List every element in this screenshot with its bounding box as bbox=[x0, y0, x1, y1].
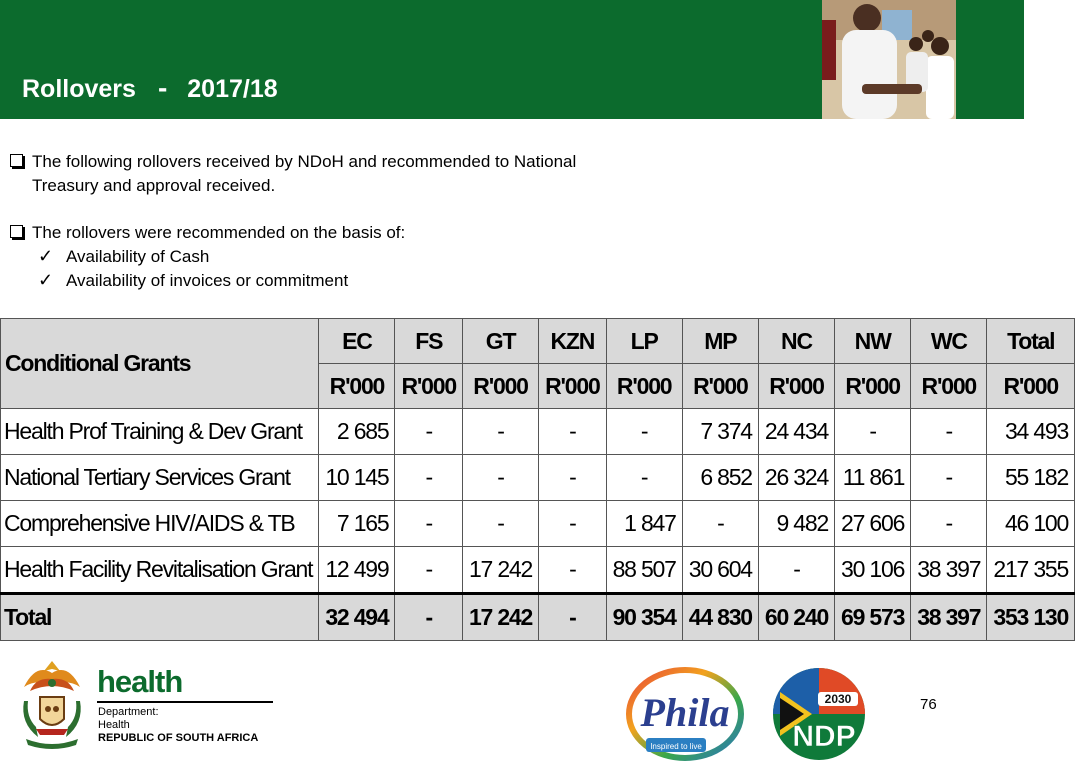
value-cell: 7 165 bbox=[319, 501, 395, 547]
value-cell: - bbox=[606, 409, 682, 455]
value-cell: 44 830 bbox=[682, 594, 758, 641]
rollovers-table bbox=[0, 318, 1075, 641]
value-cell: 90 354 bbox=[606, 594, 682, 641]
value-cell: 17 242 bbox=[462, 547, 538, 594]
bullet-text-continued: Treasury and approval received. bbox=[32, 176, 276, 195]
unit-header: R'000 bbox=[758, 364, 834, 409]
department-label bbox=[98, 706, 258, 745]
value-cell: - bbox=[682, 501, 758, 547]
grant-name-cell: Health Prof Training & Dev Grant bbox=[1, 409, 319, 455]
footer bbox=[0, 650, 1024, 768]
value-cell: 353 130 bbox=[987, 594, 1075, 641]
check-item bbox=[10, 245, 710, 269]
total-row bbox=[1, 594, 1075, 641]
value-cell: 32 494 bbox=[319, 594, 395, 641]
bullet-item bbox=[10, 150, 710, 198]
value-cell: - bbox=[539, 409, 606, 455]
value-cell: 2 685 bbox=[319, 409, 395, 455]
intro-bullets bbox=[10, 150, 710, 293]
ndp-text: NDP bbox=[792, 720, 856, 753]
corner-header: Conditional Grants bbox=[1, 319, 319, 409]
ndp-2030-logo bbox=[766, 662, 872, 762]
column-header: MP bbox=[682, 319, 758, 364]
value-cell: 12 499 bbox=[319, 547, 395, 594]
value-cell: - bbox=[539, 455, 606, 501]
value-cell: 217 355 bbox=[987, 547, 1075, 594]
value-cell: 88 507 bbox=[606, 547, 682, 594]
value-cell: - bbox=[462, 455, 538, 501]
unit-header: R'000 bbox=[395, 364, 462, 409]
value-cell: - bbox=[911, 409, 987, 455]
ndp-year: 2030 bbox=[824, 692, 852, 706]
value-cell: 38 397 bbox=[911, 594, 987, 641]
value-cell: 30 604 bbox=[682, 547, 758, 594]
unit-header: R'000 bbox=[319, 364, 395, 409]
check-text: Availability of invoices or commitment bbox=[66, 271, 349, 290]
total-label: Total bbox=[1, 594, 319, 641]
column-header: Total bbox=[987, 319, 1075, 364]
value-cell: - bbox=[539, 594, 606, 641]
value-cell: 38 397 bbox=[911, 547, 987, 594]
value-cell: - bbox=[395, 594, 462, 641]
value-cell: 17 242 bbox=[462, 594, 538, 641]
checkmark-icon: ✓ bbox=[38, 270, 54, 290]
check-item bbox=[10, 269, 710, 293]
table-row bbox=[1, 409, 1075, 455]
coat-of-arms-icon bbox=[16, 657, 88, 751]
column-header: KZN bbox=[539, 319, 606, 364]
value-cell: - bbox=[395, 455, 462, 501]
title-text: Rollovers bbox=[22, 75, 136, 103]
value-cell: - bbox=[462, 501, 538, 547]
dept-line: Health bbox=[98, 719, 130, 731]
unit-header: R'000 bbox=[835, 364, 911, 409]
table-row bbox=[1, 455, 1075, 501]
value-cell: - bbox=[835, 409, 911, 455]
value-cell: 9 482 bbox=[758, 501, 834, 547]
unit-header: R'000 bbox=[539, 364, 606, 409]
unit-header: R'000 bbox=[682, 364, 758, 409]
title-year: 2017/18 bbox=[187, 75, 278, 103]
column-header: NC bbox=[758, 319, 834, 364]
unit-header: R'000 bbox=[911, 364, 987, 409]
square-bullet-icon bbox=[10, 225, 23, 238]
table-row bbox=[1, 501, 1075, 547]
value-cell: - bbox=[395, 501, 462, 547]
grant-name-cell: National Tertiary Services Grant bbox=[1, 455, 319, 501]
value-cell: 11 861 bbox=[835, 455, 911, 501]
dept-line: REPUBLIC OF SOUTH AFRICA bbox=[98, 732, 259, 744]
table-body bbox=[1, 409, 1075, 641]
title-dash: - bbox=[157, 72, 168, 103]
page-title bbox=[22, 72, 278, 104]
value-cell: 34 493 bbox=[987, 409, 1075, 455]
unit-header: R'000 bbox=[606, 364, 682, 409]
header-photo bbox=[822, 0, 956, 119]
table-row bbox=[1, 547, 1075, 594]
checkmark-icon: ✓ bbox=[38, 246, 54, 266]
value-cell: - bbox=[911, 501, 987, 547]
value-cell: 24 434 bbox=[758, 409, 834, 455]
value-cell: 27 606 bbox=[835, 501, 911, 547]
column-header: EC bbox=[319, 319, 395, 364]
value-cell: 26 324 bbox=[758, 455, 834, 501]
header-banner bbox=[0, 0, 1024, 119]
value-cell: 1 847 bbox=[606, 501, 682, 547]
bullet-text: The rollovers were recommended on the basis of: bbox=[32, 223, 406, 242]
value-cell: - bbox=[395, 547, 462, 594]
table-header-row bbox=[1, 319, 1075, 364]
column-header: LP bbox=[606, 319, 682, 364]
check-text: Availability of Cash bbox=[66, 247, 210, 266]
grant-name-cell: Comprehensive HIV/AIDS & TB bbox=[1, 501, 319, 547]
column-header: NW bbox=[835, 319, 911, 364]
phila-tagline: Inspired to live bbox=[650, 742, 702, 751]
divider bbox=[97, 701, 273, 703]
page-number: 76 bbox=[920, 696, 937, 713]
column-header: GT bbox=[462, 319, 538, 364]
phila-logo bbox=[626, 668, 744, 760]
value-cell: 69 573 bbox=[835, 594, 911, 641]
dept-line: Department: bbox=[98, 706, 159, 718]
value-cell: 60 240 bbox=[758, 594, 834, 641]
value-cell: - bbox=[911, 455, 987, 501]
unit-header: R'000 bbox=[987, 364, 1075, 409]
bullet-item bbox=[10, 221, 710, 245]
unit-header: R'000 bbox=[462, 364, 538, 409]
bullet-text: The following rollovers received by NDoH and recommended to National bbox=[32, 152, 577, 171]
column-header: FS bbox=[395, 319, 462, 364]
grant-name-cell: Health Facility Revitalisation Grant bbox=[1, 547, 319, 594]
value-cell: - bbox=[539, 501, 606, 547]
value-cell: - bbox=[539, 547, 606, 594]
value-cell: 55 182 bbox=[987, 455, 1075, 501]
column-header: WC bbox=[911, 319, 987, 364]
value-cell: - bbox=[758, 547, 834, 594]
value-cell: - bbox=[462, 409, 538, 455]
square-bullet-icon bbox=[10, 154, 23, 167]
value-cell: 10 145 bbox=[319, 455, 395, 501]
value-cell: 6 852 bbox=[682, 455, 758, 501]
value-cell: - bbox=[606, 455, 682, 501]
value-cell: 46 100 bbox=[987, 501, 1075, 547]
value-cell: 7 374 bbox=[682, 409, 758, 455]
value-cell: 30 106 bbox=[835, 547, 911, 594]
health-logo-text: health bbox=[97, 664, 183, 699]
value-cell: - bbox=[395, 409, 462, 455]
phila-text: Phila bbox=[640, 690, 730, 735]
